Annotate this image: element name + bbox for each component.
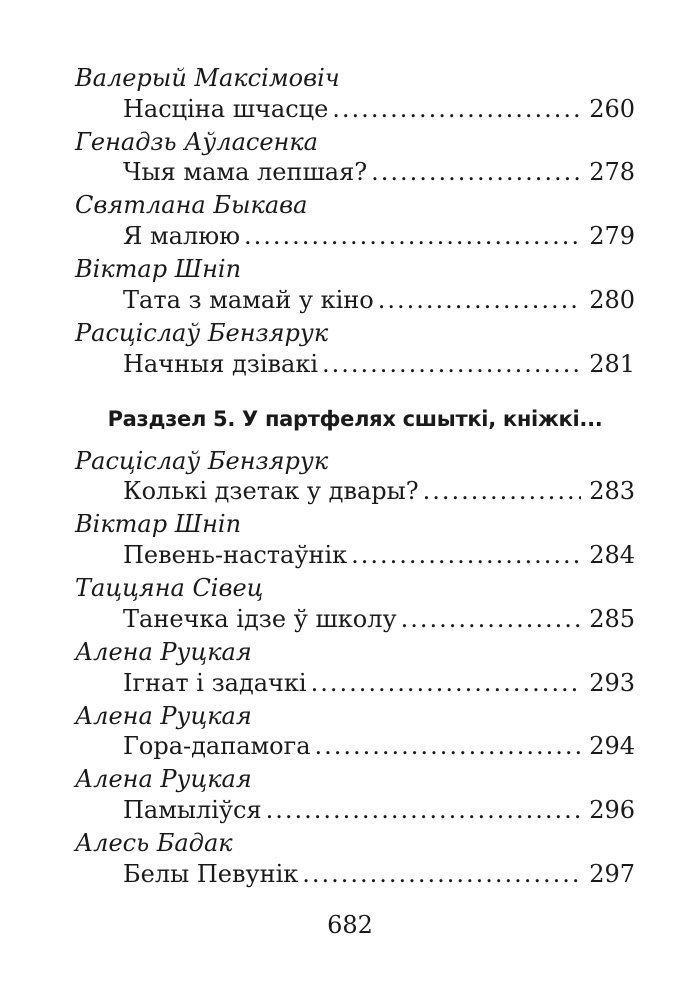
dot-leader [266,795,582,825]
entry-page-number: 281 [589,350,635,378]
entry-title: Я малюю [123,222,241,250]
entry-title: Начныя дзівакі [123,350,319,378]
author-name: Віктар Шніп [75,510,242,538]
entry-page-number: 260 [589,95,635,123]
entry-title: Белы Певунік [123,860,299,888]
toc-entry[interactable] [123,540,635,570]
author-name: Расціслаў Бензярук [75,447,329,475]
section-heading: Раздзел 5. У партфелях сшыткі, кніжкі... [107,407,603,431]
author-name: Алена Руцкая [75,702,252,730]
dot-leader [322,349,581,379]
toc-entry[interactable] [123,795,635,825]
toc-entry[interactable] [123,285,635,315]
author-name: Алена Руцкая [75,638,252,666]
entry-title: Ігнат і задачкі [123,669,307,697]
entry-title: Гора-дапамога [123,732,311,760]
author-name: Расціслаў Бензярук [75,319,329,347]
author-name: Алесь Бадак [75,829,233,857]
entry-page-number: 297 [589,860,635,888]
author-name: Генадзь Аўласенка [75,128,318,156]
entry-page-number: 279 [589,222,635,250]
entry-title: Танечка ідзе ў школу [123,605,397,633]
toc-entry[interactable] [123,668,635,698]
entry-title: Насціна шчасце [123,95,329,123]
entry-page-number: 285 [589,605,635,633]
toc-entry[interactable] [123,859,635,889]
author-name: Святлана Быкава [75,191,308,219]
dot-leader [244,221,581,251]
entry-page-number: 280 [589,286,635,314]
dot-leader [423,476,582,506]
dot-leader [311,668,582,698]
author-name: Валерый Максімовіч [75,64,340,92]
entry-page-number: 293 [589,669,635,697]
toc-entry[interactable] [123,157,635,187]
dot-leader [332,94,581,124]
author-name: Алена Руцкая [75,765,252,793]
entry-title: Тата з мамай у кіно [123,286,374,314]
dot-leader [315,731,582,761]
entry-page-number: 283 [589,477,635,505]
entry-title: Колькі дзетак у двары? [123,477,419,505]
dot-leader [302,859,581,889]
toc-entry[interactable] [123,221,635,251]
toc-entry[interactable] [123,349,635,379]
entry-title: Чыя мама лепшая? [123,158,368,186]
entry-page-number: 284 [589,541,635,569]
dot-leader [351,540,581,570]
dot-leader [401,604,582,634]
entry-page-number: 294 [589,732,635,760]
toc-entry[interactable] [123,94,635,124]
toc-entry[interactable] [123,476,635,506]
page-number: 682 [327,911,373,939]
toc-entry[interactable] [123,604,635,634]
entry-title: Певень-настаўнік [123,541,348,569]
toc-entry[interactable] [123,731,635,761]
dot-leader [371,157,581,187]
dot-leader [378,285,581,315]
author-name: Віктар Шніп [75,255,242,283]
entry-page-number: 296 [589,796,635,824]
entry-title: Памыліўся [123,796,262,824]
entry-page-number: 278 [589,158,635,186]
author-name: Таццяна Сівец [75,574,264,602]
